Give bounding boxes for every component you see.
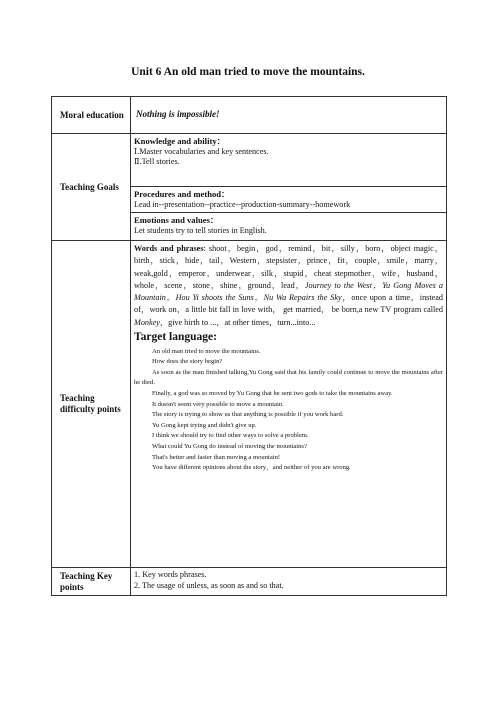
target-sentence: You have different opinions about the story，and neither of you are wrong.: [152, 464, 351, 472]
words-and-phrases: [134, 243, 443, 329]
goals-cell: [131, 134, 447, 241]
target-sentence: Yu Gong kept trying and didn't give up.: [152, 421, 257, 429]
moral-cell: [131, 97, 447, 134]
target-sentences: [134, 347, 443, 474]
target-sentence: I think we should try to find other ways to solve a problem.: [152, 432, 309, 440]
moral-value: Nothing is impossible!: [136, 109, 220, 120]
target-sentence: As soon as the man finished talking,Yu Gong said that his family could continue to move the mountains after he died.: [134, 368, 443, 387]
knowledge-section: [131, 134, 446, 187]
lesson-plan-table: [51, 96, 447, 596]
procedures-text: Lead in--presentation--practice--production-summary--homework: [134, 199, 351, 209]
target-sentence: What could Yu Gong do instead of moving the mountains?: [152, 443, 307, 451]
difficulty-cell: [131, 241, 447, 568]
difficulty-label: Teaching difficulty points: [52, 241, 131, 568]
knowledge-heading: Knowledge and ability：: [134, 136, 226, 146]
emotions-section: [131, 213, 446, 238]
document-title: Unit 6 An old man tried to move the mountains.: [131, 66, 365, 78]
target-sentence: That's better and faster than moving a mountain!: [152, 453, 281, 461]
knowledge-item: Ⅱ.Tell stories.: [134, 157, 180, 167]
target-sentence: How does the story begin?: [152, 358, 223, 366]
emotions-text: Let students try to tell stories in English.: [134, 225, 267, 235]
target-sentence: An old man tried to move the mountains.: [152, 347, 261, 355]
moral-label: Moral education: [52, 97, 131, 134]
goals-row: [52, 134, 447, 241]
target-sentence: The story is trying to show us that anything is possible if you work hard.: [152, 411, 344, 419]
procedures-section: [131, 187, 446, 213]
story-titles: Journey to the West，Yu Gong Moves a Mountain，Hou Yi shoots the Suns，Nu Wa Repairs the Sky: [134, 280, 443, 303]
target-sentence: Finally, a god was so moved by Yu Gong that he sent two gods to take the mountains away.: [152, 390, 393, 398]
moral-row: [52, 97, 447, 134]
key-point-item: 1. Key words phrases.: [134, 570, 207, 579]
emotions-heading: Emotions and values：: [134, 215, 219, 225]
target-sentence: It doesn't seem very possible to move a mountain.: [152, 400, 284, 408]
key-point-item: 2. The usage of unless, as soon as and so that.: [134, 580, 284, 590]
procedures-heading: Procedures and method：: [134, 189, 230, 199]
words-heading: Words and phrases: [134, 244, 204, 253]
phrases-list: ，once upon a time，instead of，work on，a little bit fall in love with， get married， be born,a new TV program called: [134, 293, 443, 315]
difficulty-row: [52, 241, 447, 568]
words-list: : shoot，begin，god，remind，bit，silly，born，object magic，birth，stick，hide，tail，Western，stepsister，prince，fit，couple，smile，marry， weak,gold，emperor，underwear，silk，stupid，cheat stepmother，wife，husband，whole，scene，stone，shine，ground，lead，: [134, 244, 443, 290]
goals-label: Teaching Goals: [52, 134, 131, 241]
key-points-row: [52, 568, 447, 596]
key-points-label: Teaching Key points: [52, 568, 131, 596]
key-points-cell: [131, 568, 447, 596]
phrases-end: ，give birth to ...，at other times，turn...into...: [159, 317, 316, 327]
monkey-title: Monkey: [134, 317, 160, 327]
target-language-heading: Target language:: [134, 331, 217, 344]
knowledge-item: Ⅰ.Master vocabularies and key sentences.: [134, 146, 269, 156]
